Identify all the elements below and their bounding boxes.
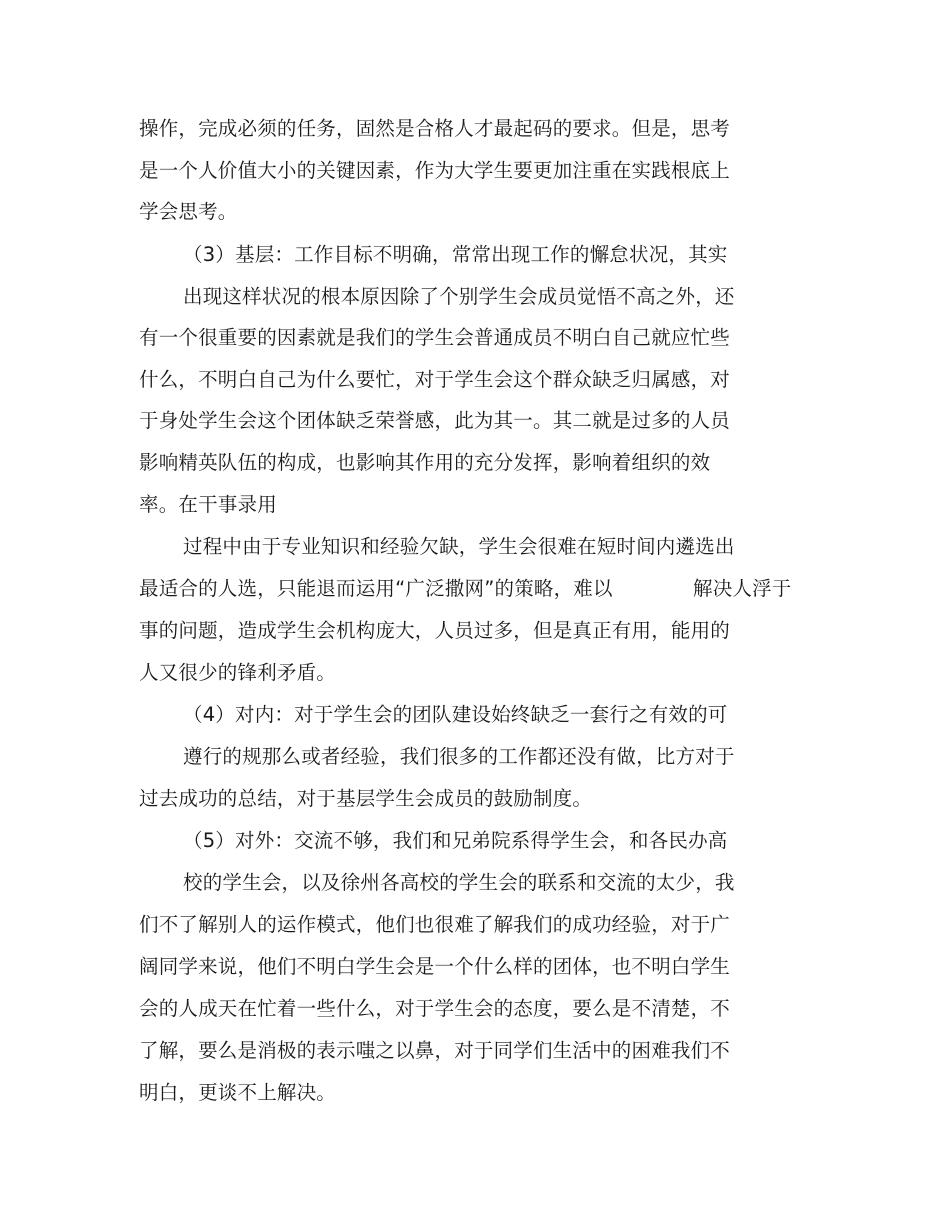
text-line: 过程中由于专业知识和经验欠缺，学生会很难在短时间内遴选出 xyxy=(183,535,735,558)
text-line: 于身处学生会这个团体缺乏荣誉感，此为其一。其二就是过多的人员 xyxy=(139,409,731,432)
text-line: 了解，要么是消极的表示嗤之以鼻，对于同学们生活中的困难我们不 xyxy=(139,1039,731,1062)
text-line: 率。在干事录用 xyxy=(139,493,277,516)
text-line: 事的问题，造成学生会机构庞大，人员过多，但是真正有用，能用的 xyxy=(139,619,731,642)
text-line: 有一个很重要的因素就是我们的学生会普通成员不明白自己就应忙些 xyxy=(139,326,731,349)
text-line: 影响精英队伍的构成，也影响其作用的充分发挥，影响着组织的效 xyxy=(139,451,711,474)
text-line: 遵行的规那么或者经验，我们很多的工作都还没有做，比方对于 xyxy=(183,745,735,768)
text-line: 是一个人价值大小的关键因素，作为大学生要更加注重在实践根底上 xyxy=(139,159,731,182)
text-line: 操作，完成必须的任务，固然是合格人才最起码的要求。但是，思考 xyxy=(139,117,731,140)
text-line: 阔同学来说，他们不明白学生会是一个什么样的团体，也不明白学生 xyxy=(139,955,731,978)
text-line: 们不了解别人的运作模式，他们也很难了解我们的成功经验，对于广 xyxy=(139,913,731,936)
text-line: 什么，不明白自己为什么要忙，对于学生会这个群众缺乏归属感，对 xyxy=(139,368,731,391)
text-line: 最适合的人选，只能退而运用“广泛撒网”的策略，难以 xyxy=(139,577,613,600)
text-line: 人又很少的锋利矛盾。 xyxy=(139,661,337,684)
text-line: 出现这样状况的根本原因除了个别学生会成员觉悟不高之外，还 xyxy=(183,285,735,308)
text-line: 校的学生会，以及徐州各高校的学生会的联系和交流的太少，我 xyxy=(183,871,735,894)
text-line: 学会思考。 xyxy=(139,200,238,223)
text-line: 会的人成天在忙着一些什么，对于学生会的态度，要么是不清楚，不 xyxy=(139,997,731,1020)
text-line: 解决人浮于 xyxy=(693,577,792,600)
text-line: （5）对外：交流不够，我们和兄弟院系得学生会，和各民办高 xyxy=(183,829,728,852)
text-line: 明白，更谈不上解决。 xyxy=(139,1081,337,1104)
text-line: 过去成功的总结，对于基层学生会成员的鼓励制度。 xyxy=(139,787,593,810)
text-line: （4）对内：对于学生会的团队建设始终缺乏一套行之有效的可 xyxy=(183,703,728,726)
text-line: （3）基层：工作目标不明确，常常出现工作的懈怠状况，其实 xyxy=(183,243,728,266)
